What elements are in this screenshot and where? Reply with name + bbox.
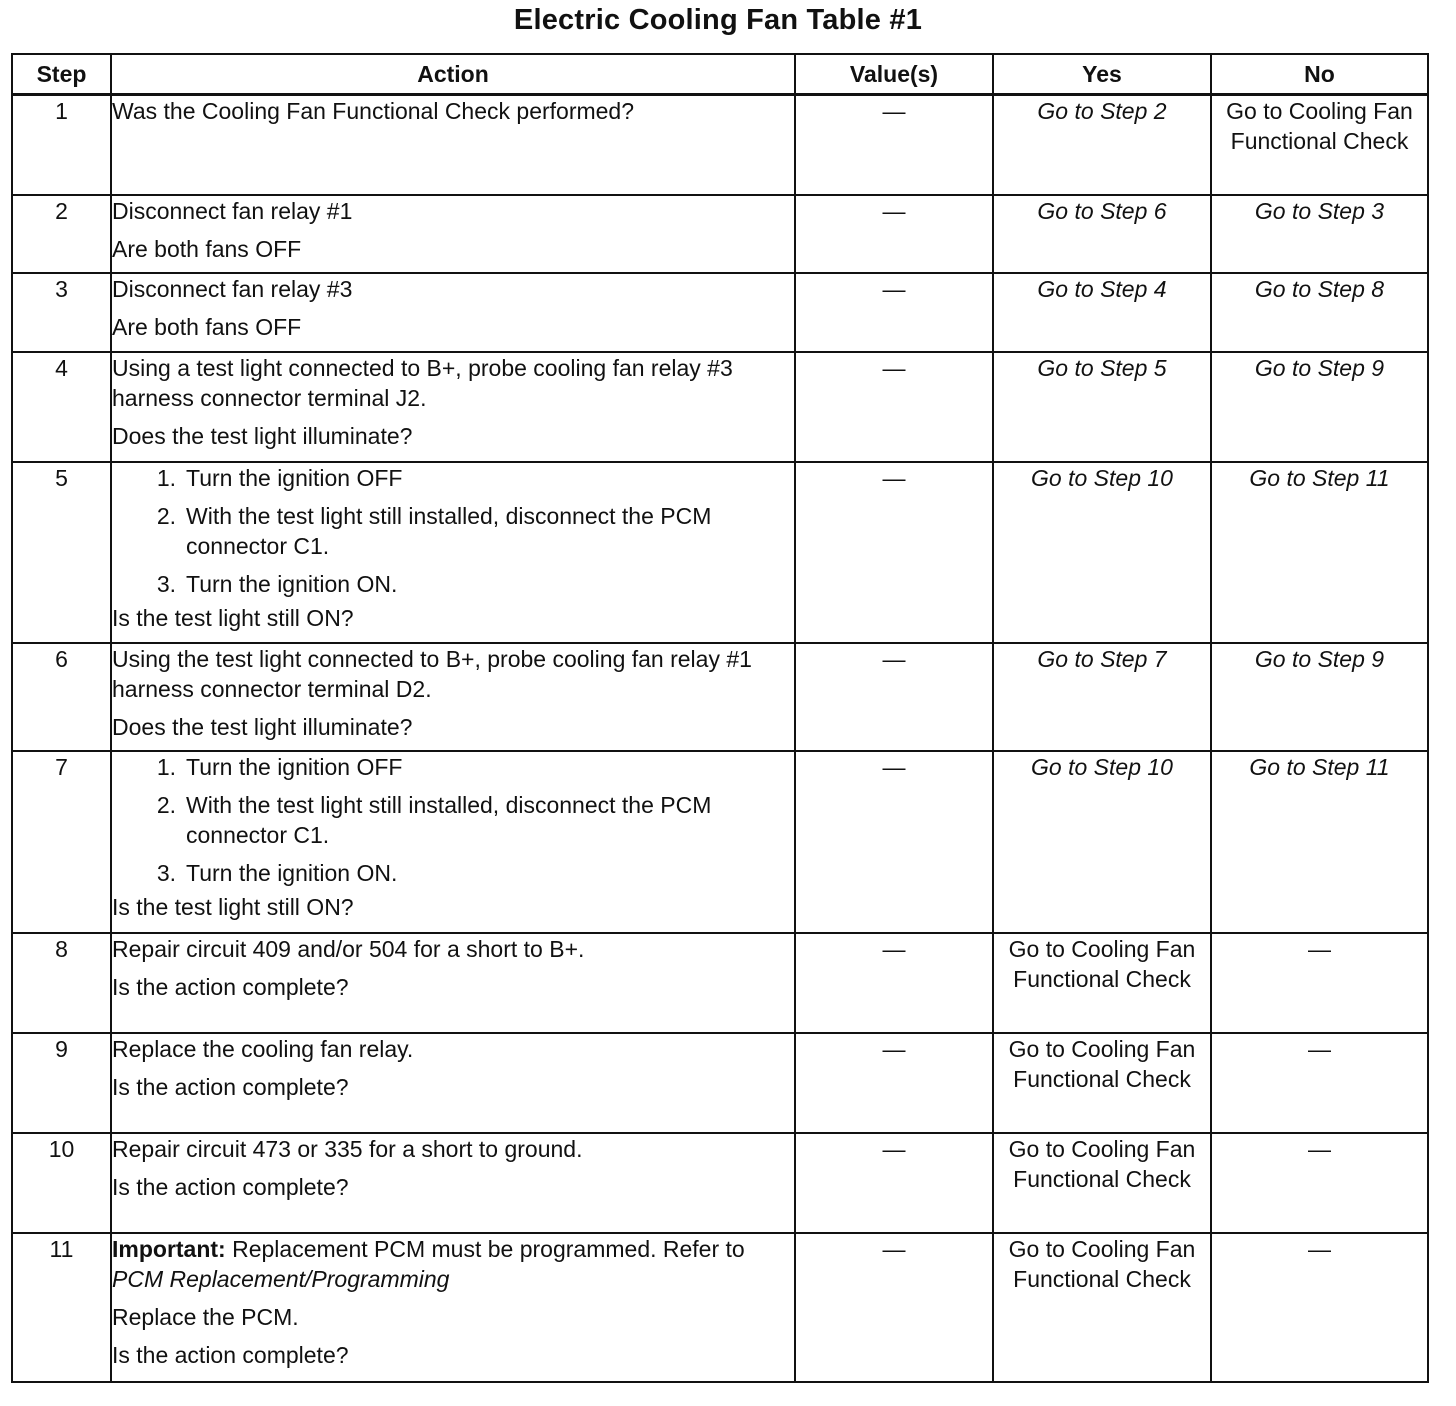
yes-result: Go to Step 2	[993, 95, 1211, 195]
sub-step-text: Turn the ignition ON.	[186, 859, 398, 886]
action-question: Is the action complete?	[112, 1073, 349, 1100]
action-question: Does the test light illuminate?	[112, 713, 413, 740]
value-cell: —	[795, 643, 993, 751]
sub-step-text: Turn the ignition ON.	[186, 570, 398, 597]
sub-step-number: 2.	[156, 791, 176, 818]
value-cell: —	[795, 751, 993, 933]
sub-step	[112, 463, 794, 493]
yes-result: Go to Cooling Fan Functional Check	[993, 933, 1211, 1033]
no-result: Go to Step 3	[1211, 195, 1428, 273]
no-result: —	[1211, 1233, 1428, 1382]
yes-result: Go to Step 10	[993, 462, 1211, 643]
sub-step-number: 3.	[156, 859, 176, 886]
sub-step-text: Turn the ignition OFF	[186, 464, 403, 491]
action-question: Is the test light still ON?	[112, 604, 354, 631]
value-cell: —	[795, 1133, 993, 1233]
action-instruction: Replace the cooling fan relay.	[112, 1035, 414, 1062]
table-row	[12, 1133, 1428, 1233]
action-instruction: Disconnect fan relay #1	[112, 197, 353, 224]
header-row	[12, 54, 1428, 95]
value-cell: —	[795, 273, 993, 352]
action-instruction: Disconnect fan relay #3	[112, 275, 353, 302]
table-row	[12, 1233, 1428, 1382]
step-number: 11	[12, 1233, 111, 1382]
action-instruction: Replace the PCM.	[112, 1303, 299, 1330]
yes-result: Go to Step 5	[993, 352, 1211, 462]
value-cell: —	[795, 1233, 993, 1382]
important-reference: PCM Replacement/Programming	[112, 1265, 450, 1292]
no-result: —	[1211, 1033, 1428, 1133]
value-cell: —	[795, 95, 993, 195]
action-cell	[111, 933, 795, 1033]
table-row	[12, 95, 1428, 195]
action-cell	[111, 1233, 795, 1382]
important-text: Replacement PCM must be programmed. Refer to	[232, 1235, 745, 1262]
value-cell: —	[795, 1033, 993, 1133]
action-instruction: Using a test light connected to B+, probe cooling fan relay #3 harness connector terminal J2.	[112, 354, 733, 411]
sub-step-number: 1.	[156, 753, 176, 780]
action-question: Are both fans OFF	[112, 313, 302, 340]
header-yes: Yes	[993, 54, 1211, 95]
no-result: —	[1211, 1133, 1428, 1233]
table-row	[12, 751, 1428, 933]
value-cell: —	[795, 933, 993, 1033]
table-row	[12, 195, 1428, 273]
action-cell	[111, 195, 795, 273]
value-cell: —	[795, 195, 993, 273]
yes-result: Go to Cooling Fan Functional Check	[993, 1133, 1211, 1233]
yes-result: Go to Step 7	[993, 643, 1211, 751]
sub-step	[112, 790, 794, 850]
sub-step-list	[112, 752, 794, 888]
yes-result: Go to Step 10	[993, 751, 1211, 933]
value-cell: —	[795, 352, 993, 462]
step-number: 2	[12, 195, 111, 273]
action-instruction: Repair circuit 473 or 335 for a short to ground.	[112, 1135, 583, 1162]
sub-step-text: Turn the ignition OFF	[186, 753, 403, 780]
step-number: 3	[12, 273, 111, 352]
no-result: Go to Step 8	[1211, 273, 1428, 352]
value-cell: —	[795, 462, 993, 643]
table-row	[12, 643, 1428, 751]
table-title: Electric Cooling Fan Table #1	[513, 4, 923, 36]
table-row	[12, 1033, 1428, 1133]
header-action: Action	[111, 54, 795, 95]
action-question: Is the test light still ON?	[112, 893, 354, 920]
no-result: Go to Step 9	[1211, 352, 1428, 462]
sub-step	[112, 752, 794, 782]
action-question: Was the Cooling Fan Functional Check performed?	[112, 98, 635, 124]
important-label: Important:	[112, 1235, 226, 1262]
sub-step-number: 2.	[156, 502, 176, 529]
sub-step	[112, 569, 794, 599]
sub-step	[112, 501, 794, 561]
action-cell	[111, 1033, 795, 1133]
important-note	[112, 1234, 794, 1294]
yes-result: Go to Cooling Fan Functional Check	[993, 1233, 1211, 1382]
cooling-fan-table	[11, 53, 1429, 1383]
header-step: Step	[12, 54, 111, 95]
sub-step-number: 3.	[156, 570, 176, 597]
table-row	[12, 462, 1428, 643]
header-no: No	[1211, 54, 1428, 95]
action-question: Does the test light illuminate?	[112, 422, 413, 449]
table-row	[12, 352, 1428, 462]
sub-step-number: 1.	[156, 464, 176, 491]
sub-step	[112, 858, 794, 888]
no-result: Go to Step 11	[1211, 751, 1428, 933]
action-question: Is the action complete?	[112, 1173, 349, 1200]
yes-result: Go to Step 6	[993, 195, 1211, 273]
action-cell	[111, 643, 795, 751]
sub-step-list	[112, 463, 794, 599]
table-row	[12, 933, 1428, 1033]
table-row	[12, 273, 1428, 352]
action-cell	[111, 1133, 795, 1233]
no-result: —	[1211, 933, 1428, 1033]
step-number: 8	[12, 933, 111, 1033]
action-instruction: Repair circuit 409 and/or 504 for a short to B+.	[112, 935, 585, 962]
yes-result: Go to Cooling Fan Functional Check	[993, 1033, 1211, 1133]
sub-step-text: With the test light still installed, disconnect the PCM connector C1.	[186, 502, 712, 559]
step-number: 9	[12, 1033, 111, 1133]
sub-step-text: With the test light still installed, disconnect the PCM connector C1.	[186, 791, 712, 848]
step-number: 10	[12, 1133, 111, 1233]
action-question: Is the action complete?	[112, 973, 349, 1000]
step-number: 1	[12, 95, 111, 195]
yes-result: Go to Step 4	[993, 273, 1211, 352]
action-question: Are both fans OFF	[112, 235, 302, 262]
action-cell	[111, 273, 795, 352]
action-cell	[111, 751, 795, 933]
no-result: Go to Step 9	[1211, 643, 1428, 751]
action-cell	[111, 462, 795, 643]
header-values: Value(s)	[795, 54, 993, 95]
step-number: 4	[12, 352, 111, 462]
step-number: 5	[12, 462, 111, 643]
no-result: Go to Cooling Fan Functional Check	[1211, 95, 1428, 195]
action-cell	[111, 95, 795, 195]
step-number: 6	[12, 643, 111, 751]
step-number: 7	[12, 751, 111, 933]
action-cell	[111, 352, 795, 462]
action-instruction: Using the test light connected to B+, probe cooling fan relay #1 harness connector terminal D2.	[112, 645, 752, 702]
no-result: Go to Step 11	[1211, 462, 1428, 643]
action-question: Is the action complete?	[112, 1341, 349, 1368]
